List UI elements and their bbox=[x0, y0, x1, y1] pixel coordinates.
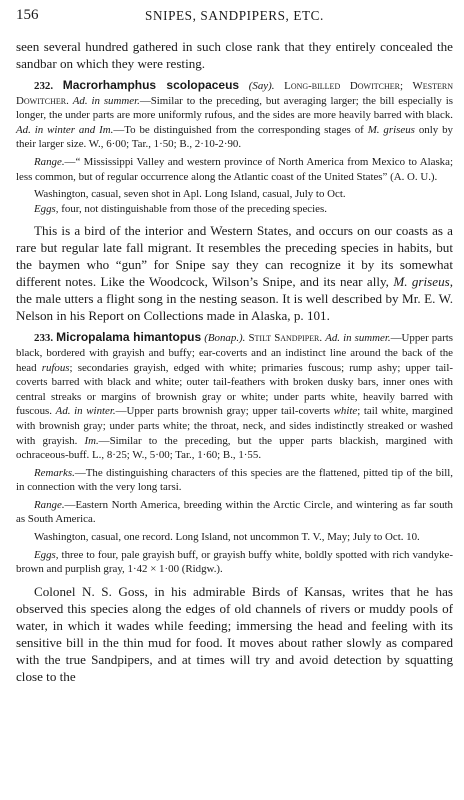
eggs-label: Eggs, bbox=[34, 548, 59, 561]
winter-description-a: —To be distinguished from the corresponding stages of bbox=[113, 123, 364, 136]
rufous-word: rufous bbox=[41, 361, 70, 374]
page-header bbox=[16, 7, 453, 27]
species-232-washington: Washington, casual, seven shot in Apl. Long Island, casual, July to Oct. bbox=[34, 188, 346, 201]
species-233-eggs bbox=[16, 548, 453, 577]
white-word: white bbox=[333, 405, 358, 418]
paragraph-text: This is a bird of the interior and Western States, and occurs on our coasts as a rare but regular late fall migrant. It resembles the preceding species in habits, but the baymen who “gun” for Snipe say they can recognize it by its somewhat different notes. Like the Woodcock, Wilson’s Snipe, and its near ally, bbox=[16, 223, 453, 290]
winter-label: Ad. in winter and Im. bbox=[16, 123, 114, 136]
species-232-entry bbox=[16, 78, 453, 152]
range-label: Range. bbox=[34, 498, 65, 511]
species-232-range bbox=[16, 155, 453, 184]
eggs-label: Eggs, bbox=[34, 202, 59, 215]
species-232-paragraph bbox=[16, 222, 453, 324]
scientific-name: Macrorhamphus scolopaceus bbox=[62, 78, 240, 92]
immature-label: Im. bbox=[84, 434, 99, 447]
eggs-text: three to four, pale grayish buff, or grayish buffy white, boldly spotted with rich vandyke-brown and purplish gray, 1·42 × 1·00 (Ridgw.). bbox=[16, 548, 453, 576]
paragraph-text-end: the male utters a flight song in the nesting season. It is well described by Mr. E. W. Nelson in his Report on Collections made in Alaska, p. 101. bbox=[16, 291, 453, 324]
species-232-eggs bbox=[16, 202, 453, 217]
page-body bbox=[16, 38, 453, 685]
winter-description-b: ; tail white, margined with brownish gray; under parts white; the throat, neck, and sides indistinctly streaked or washed with grayish. bbox=[16, 405, 453, 447]
paragraph-species-name: M. griseus, bbox=[393, 274, 453, 290]
species-233-washington: Washington, casual, one record. Long Island, not uncommon T. V., May; July to Oct. 10. bbox=[34, 531, 420, 544]
remarks-label: Remarks. bbox=[34, 466, 75, 479]
species-233-remarks bbox=[16, 466, 453, 495]
range-text: —“ Mississippi Valley and western province of North America from Mexico to Alaska; less common, but of regular occurrence along the Atlantic coast of the United States” (A. O. U.). bbox=[16, 155, 453, 183]
summer-description-a: —Upper parts black, bordered with grayish and buffy; ear-coverts and an indistinct line around the back of the head bbox=[16, 332, 453, 374]
intro-paragraph: seen several hundred gathered in such close rank that they entirely concealed the sandbar on which they were resting. bbox=[16, 39, 453, 71]
species-233-entry bbox=[16, 330, 453, 462]
summer-description: —Similar to the preceding, but averaging larger; the bill especially is longer, the under parts are more uniformly rufous, and the sides are more heavily barred with black. bbox=[16, 94, 453, 122]
range-label: Range. bbox=[34, 155, 65, 168]
winter-label: Ad. in winter. bbox=[55, 405, 116, 418]
species-number: 233. bbox=[34, 332, 54, 345]
species-233-range bbox=[16, 498, 453, 527]
species-233-paragraph: Colonel N. S. Goss, in his admirable Birds of Kansas, writes that he has observed this species along the edges of old channels of rivers or muddy pools of water, in which it wades while feeding; immersing the head and feeling with its sensitive bill in the thin mud for food. It moves about rather slowly as compared with the true Sandpipers, and at times will try and avoid detection by squatting close to the bbox=[16, 583, 453, 684]
species-number: 232. bbox=[34, 80, 54, 92]
scientific-name: Micropalama himantopus bbox=[56, 330, 202, 345]
authority: (Say). bbox=[248, 80, 275, 92]
remarks-text: —The distinguishing characters of this species are the flattened, pitted tip of the bill, in connection with the very long tarsi. bbox=[16, 466, 453, 494]
authority: (Bonap.). bbox=[204, 332, 246, 345]
eggs-text: four, not distinguishable from those of the preceding species. bbox=[61, 202, 327, 215]
winter-species-name: M. griseus bbox=[367, 123, 415, 136]
page-number: 156 bbox=[16, 7, 39, 23]
common-names: Long-billed Dowitcher; Western Dowitcher. bbox=[16, 80, 453, 107]
common-names: Stilt Sandpiper. bbox=[248, 332, 323, 345]
winter-description-a: —Upper parts brownish gray; upper tail-coverts bbox=[115, 405, 330, 418]
immature-description: —Similar to the preceding, but the upper parts blackish, margined with ochraceous-buff. L., 8·25; W., 5·00; Tar., 1·60; B., 1·55. bbox=[16, 434, 453, 462]
summer-description-b: ; secondaries grayish, edged with white; primaries fuscous; rump ashy; upper tail-coverts barred with black and white; outer tail-feathers with broken dusky bars, inner ones with central streaks or margins of brownish gray or white; under parts white, heavily barred with fuscous. bbox=[16, 361, 453, 418]
summer-label: Ad. in summer. bbox=[72, 94, 140, 107]
winter-description-b: only by their larger size. W., 6·00; Tar., 1·50; B., 2·10-2·90. bbox=[16, 123, 453, 151]
running-title: SNIPES, SANDPIPERS, ETC. bbox=[145, 8, 324, 23]
summer-label: Ad. in summer. bbox=[325, 332, 391, 345]
range-text: —Eastern North America, breeding within the Arctic Circle, and wintering as far south as South America. bbox=[16, 498, 453, 526]
